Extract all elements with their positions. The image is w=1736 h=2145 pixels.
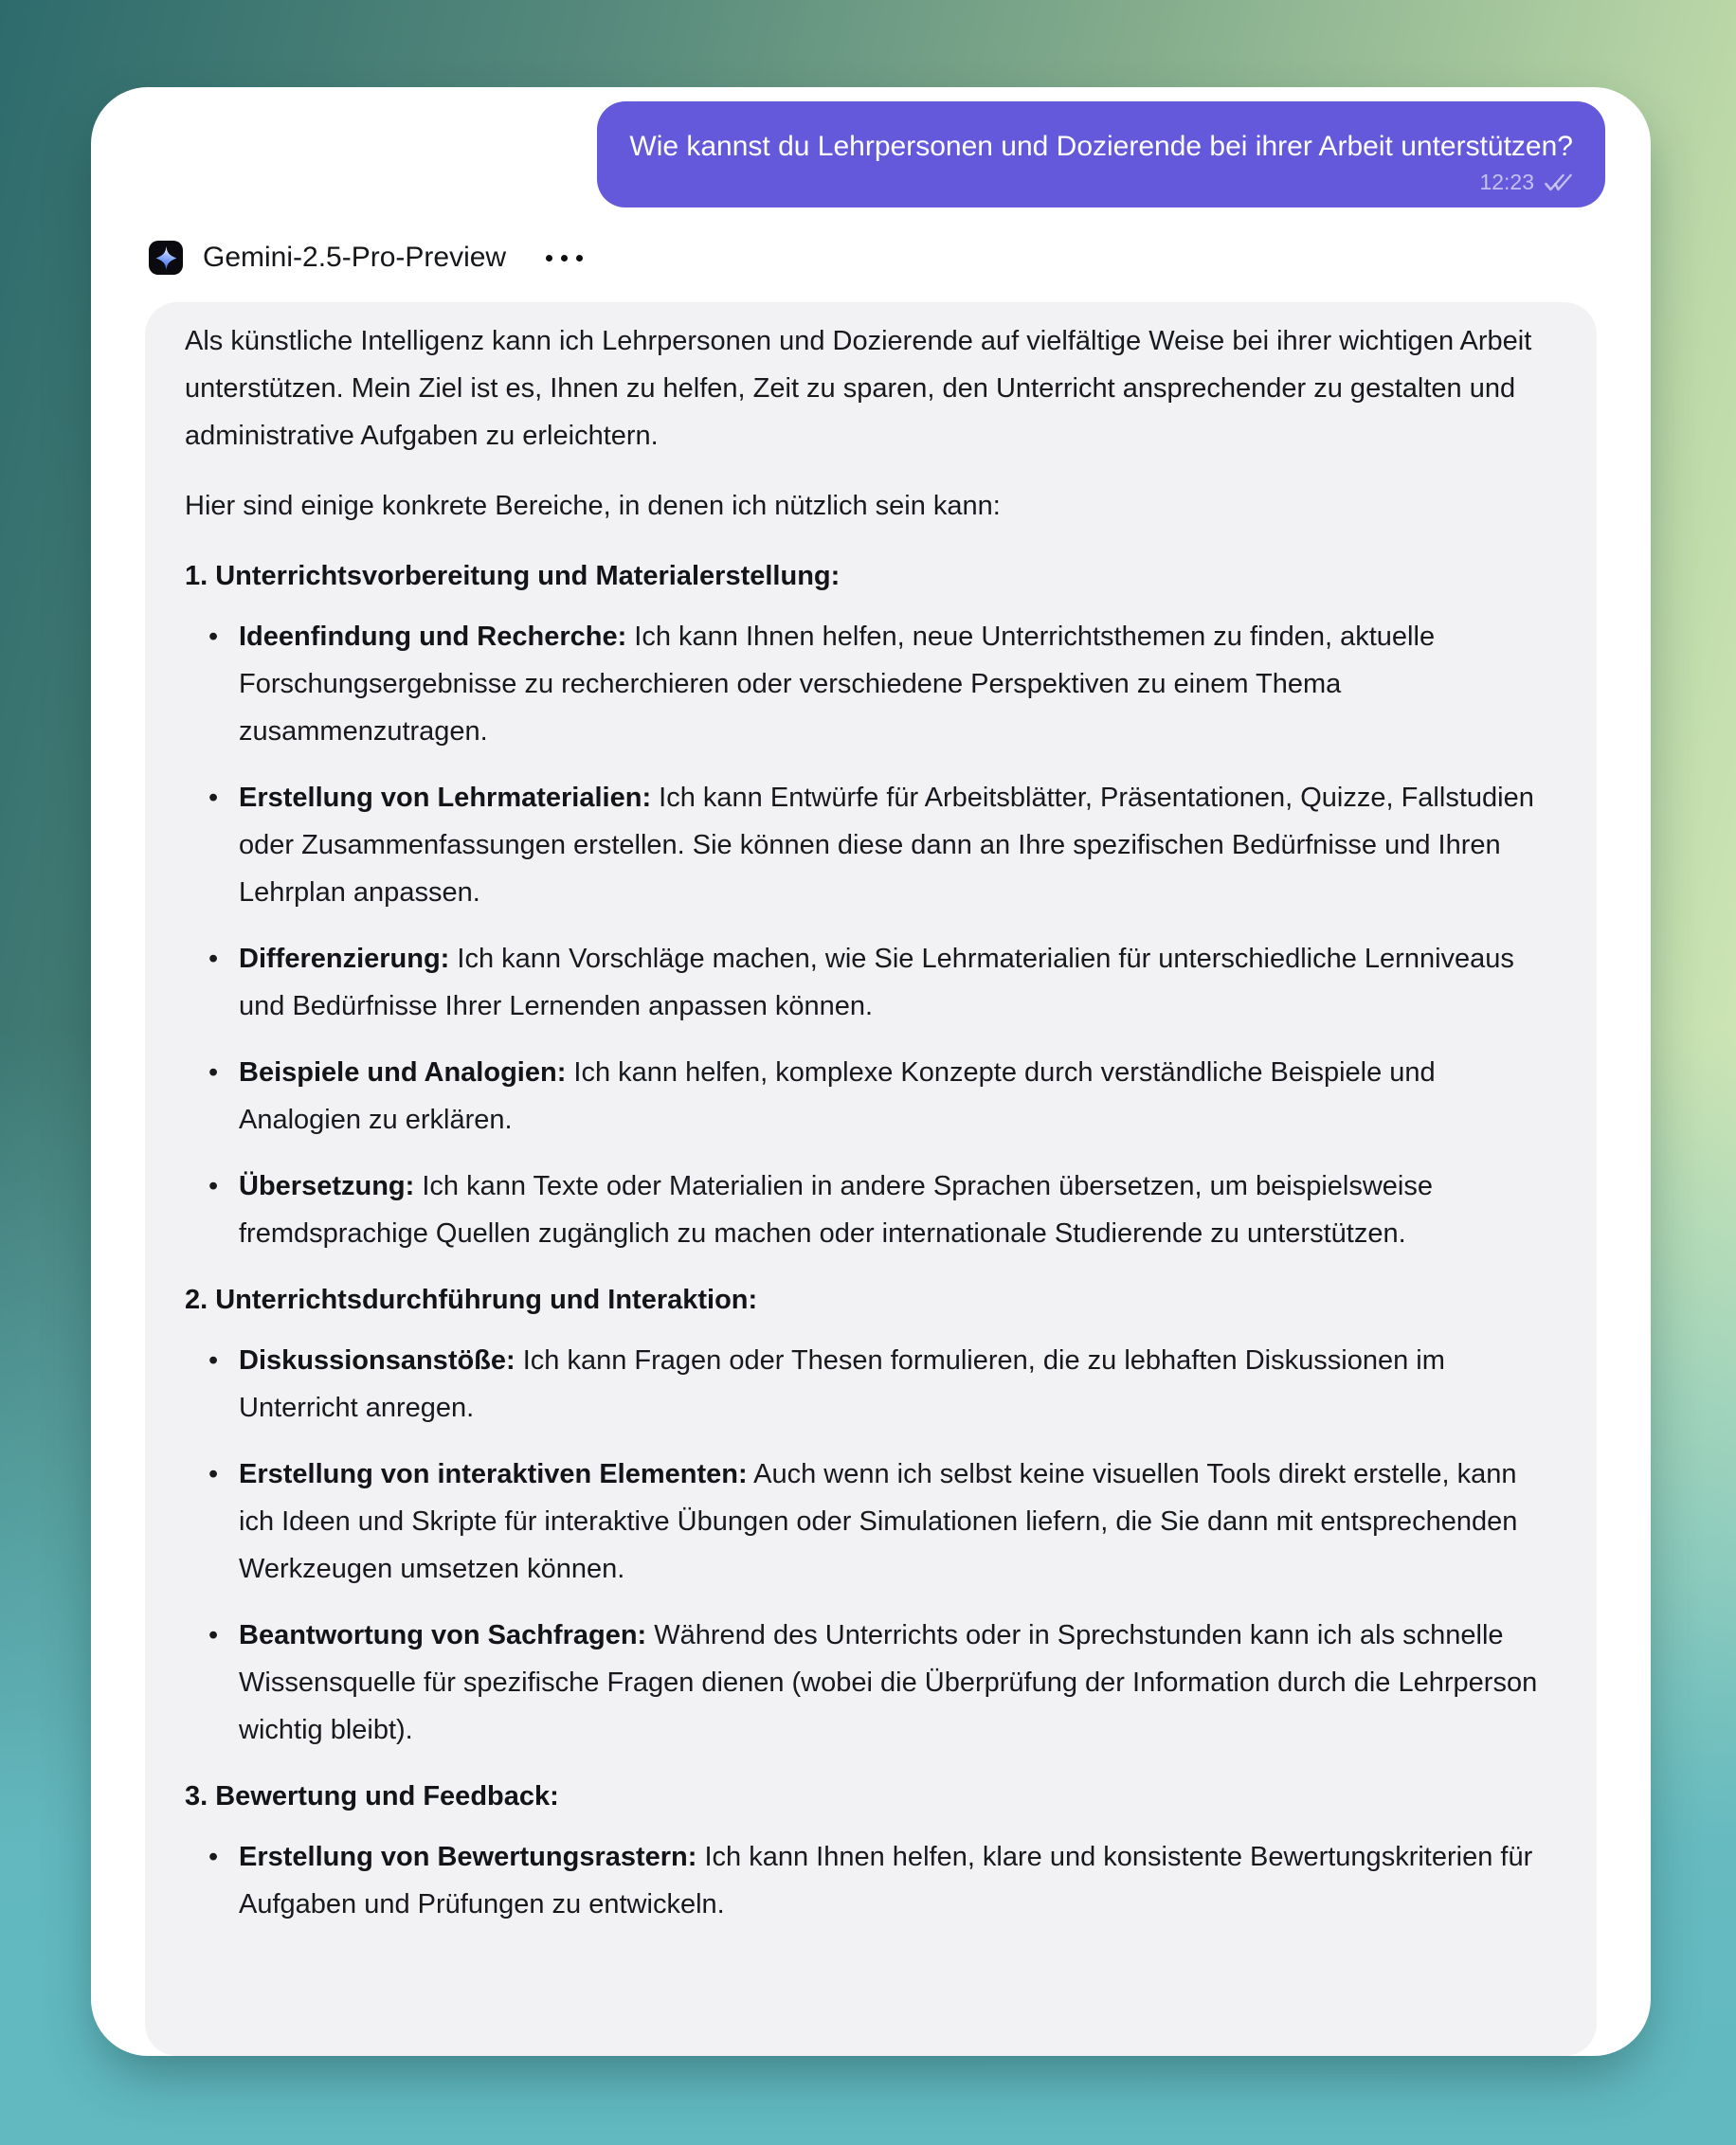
assistant-intro-paragraph: Als künstliche Intelligenz kann ich Lehrpersonen und Dozierende auf vielfältige Weise bei ihrer wichtigen Arbeit unterstützen. Mein Ziel ist es, Ihnen zu helfen, Zeit zu sparen, den Unterricht ansprechender zu gestalten und administrative Aufgaben zu erleichtern. [185,326,1532,451]
assistant-lead-in-paragraph: Hier sind einige konkrete Bereiche, in denen ich nützlich sein kann: [185,491,1001,521]
model-name-label: Gemini-2.5-Pro-Preview [203,242,507,273]
list-item: • Beantwortung von Sachfragen: Während des Unterrichts oder in Sprechstunden kann ich als schnelle Wissensquelle für spezifische Fragen dienen (wobei die Überprüfung der Information durch die Lehrperson wichtig bleibt). [185,1612,1553,1754]
dot-icon [561,255,568,261]
gemini-logo-icon [149,241,183,275]
list-item: • Differenzierung: Ich kann Vorschläge machen, wie Sie Lehrmaterialien für unterschiedliche Lernniveaus und Bedürfnisse Ihrer Lernenden anpassen können. [185,935,1553,1030]
list-item-lead: Erstellung von interaktiven Elementen: [239,1459,748,1489]
list-item-lead: Erstellung von Lehrmaterialien: [239,783,652,813]
list-item: • Beispiele und Analogien: Ich kann helfen, komplexe Konzepte durch verständliche Beispiele und Analogien zu erklären. [185,1049,1553,1144]
section-heading: 3. Bewertung und Feedback: [185,1781,559,1812]
list-item: • Erstellung von Lehrmaterialien: Ich kann Entwürfe für Arbeitsblätter, Präsentationen, Quizze, Fallstudien oder Zusammenfassungen erstellen. Sie können diese dann an Ihre spezifischen Bedürfnisse und Ihren Lehrplan anpassen. [185,774,1553,916]
list-item: • Erstellung von interaktiven Elementen: Auch wenn ich selbst keine visuellen Tools direkt erstelle, kann ich Ideen und Skripte für interaktive Übungen oder Simulationen liefern, die Sie dann mit entsprechenden Werkzeugen umsetzen können. [185,1451,1553,1593]
section-list [185,613,1553,1257]
list-item-lead: Beantwortung von Sachfragen: [239,1620,647,1650]
user-message-text: Wie kannst du Lehrpersonen und Dozierende bei ihrer Arbeit unterstützen? [629,131,1573,162]
list-item-lead: Beispiele und Analogien: [239,1057,567,1088]
list-item-lead: Differenzierung: [239,944,450,974]
list-item: • Ideenfindung und Recherche: Ich kann Ihnen helfen, neue Unterrichtsthemen zu finden, aktuelle Forschungsergebnisse zu recherchieren oder verschiedene Perspektiven zu einem Thema zusammenzutragen. [185,613,1553,755]
user-message-bubble [597,101,1605,207]
read-receipt-icon [1544,172,1573,193]
assistant-header-row [145,241,1605,275]
user-message-meta [629,170,1573,195]
list-item-lead: Erstellung von Bewertungsrastern: [239,1842,697,1872]
list-item-lead: Übersetzung: [239,1171,415,1201]
section-heading: 1. Unterrichtsvorbereitung und Materialerstellung: [185,561,841,591]
section-list [185,1833,1553,1928]
assistant-sections [185,552,1553,1928]
list-item: • Diskussionsanstöße: Ich kann Fragen oder Thesen formulieren, die zu lebhaften Diskussionen im Unterricht anregen. [185,1337,1553,1432]
chat-conversation-card[interactable] [91,87,1651,2056]
user-message-row [145,101,1605,207]
message-time: 12:23 [1479,170,1534,194]
section-heading: 2. Unterrichtsdurchführung und Interaktion: [185,1285,758,1315]
list-item: • Übersetzung: Ich kann Texte oder Materialien in andere Sprachen übersetzen, um beispielsweise fremdsprachige Quellen zugänglich zu machen oder internationale Studierende zu unterstützen. [185,1163,1553,1257]
assistant-message-bubble [145,302,1597,2056]
dot-icon [546,255,552,261]
list-item-lead: Ideenfindung und Recherche: [239,622,627,652]
dot-icon [576,255,583,261]
more-options-button[interactable] [544,249,585,267]
section-list [185,1337,1553,1754]
list-item-lead: Diskussionsanstöße: [239,1345,515,1376]
list-item: • Erstellung von Bewertungsrastern: Ich kann Ihnen helfen, klare und konsistente Bewertungskriterien für Aufgaben und Prüfungen zu entwickeln. [185,1833,1553,1928]
